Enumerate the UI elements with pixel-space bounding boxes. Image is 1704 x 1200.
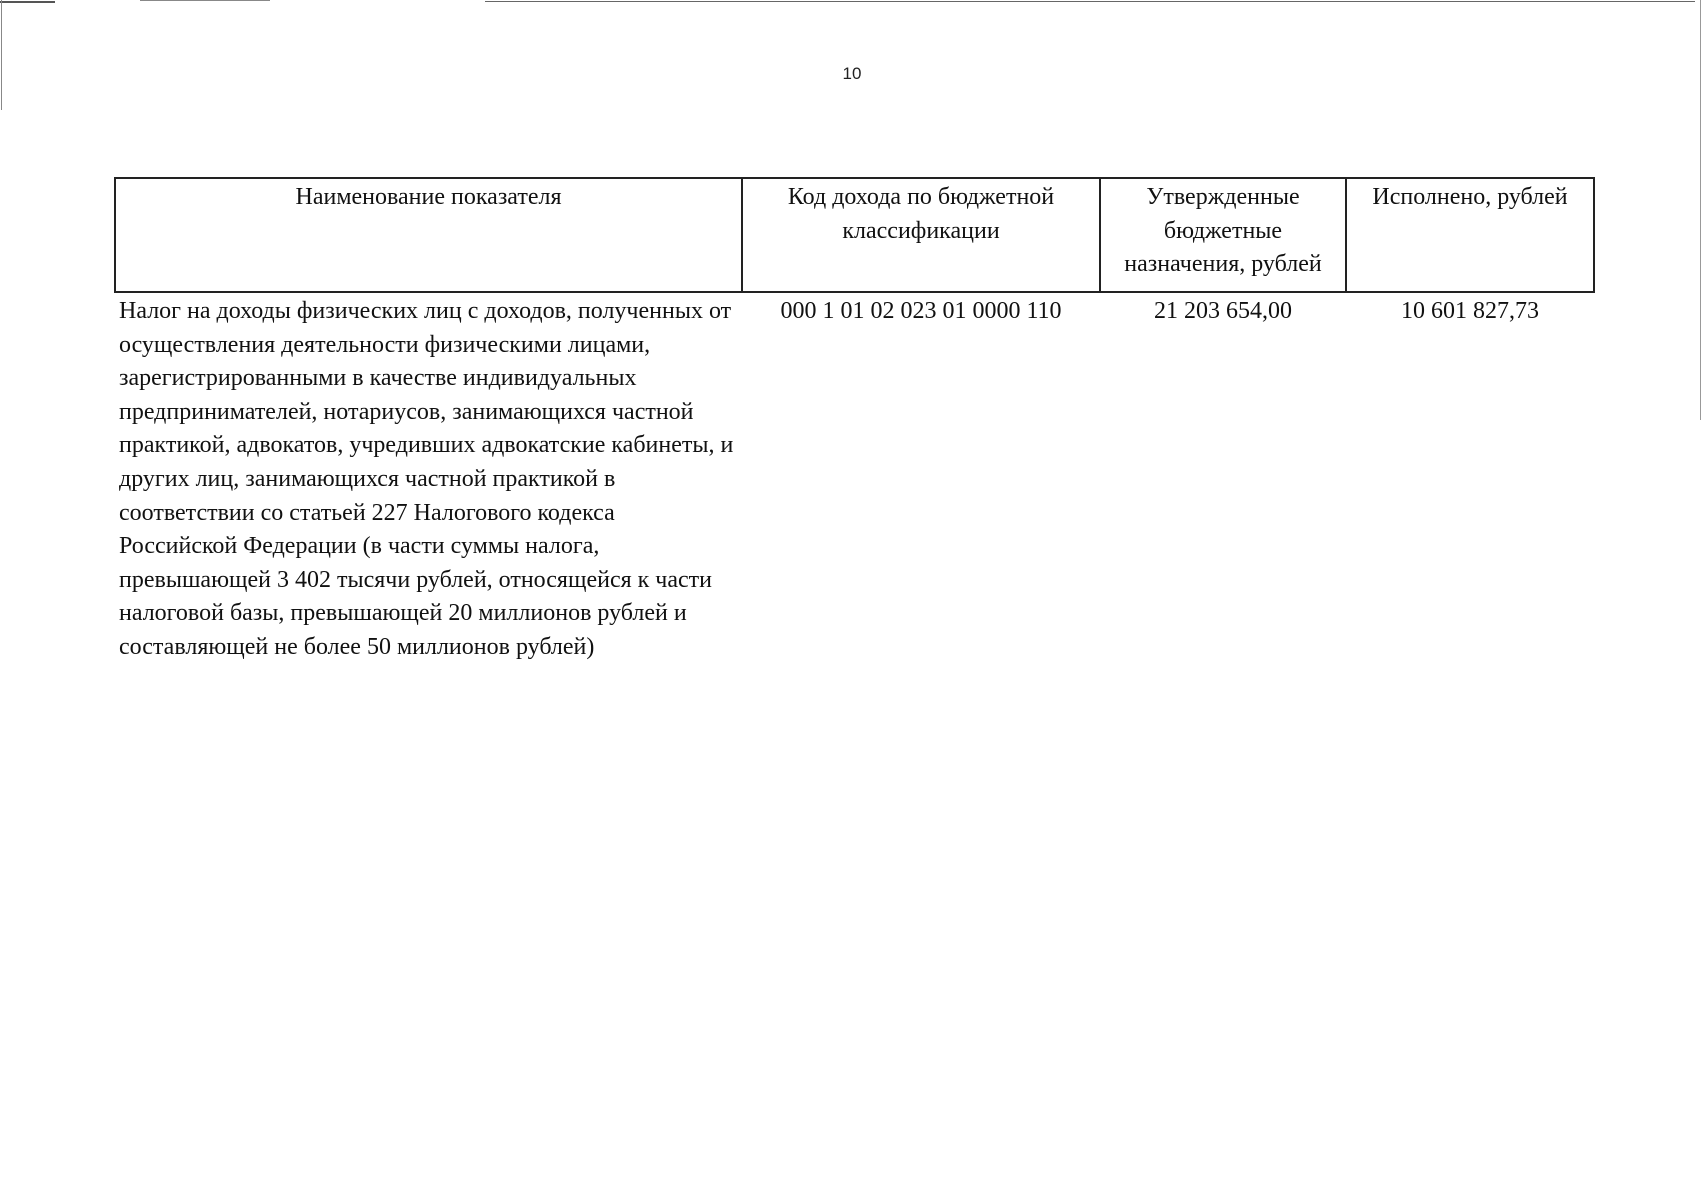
header-income-code: Код дохода по бюджетной классификации <box>742 178 1100 292</box>
approved-amount-cell: 21 203 654,00 <box>1154 298 1292 324</box>
income-code-cell: 000 1 01 02 023 01 0000 110 <box>780 298 1062 324</box>
header-executed: Исполнено, рублей <box>1346 178 1594 292</box>
scan-edge-line <box>485 1 1695 2</box>
page-number: 10 <box>842 64 862 83</box>
header-approved-budget: Утвержденные бюджетные назначения, рублей <box>1100 178 1346 292</box>
scan-edge-line <box>0 1 55 3</box>
scan-edge-line <box>1700 0 1701 420</box>
scan-edge-line <box>140 0 270 1</box>
table-row <box>115 292 1594 667</box>
scan-edge-line <box>1 0 2 110</box>
indicator-name-cell: Налог на доходы физических лиц с доходов, полученных от осуществления деятельности физическими лицами, зарегистрированными в качестве индивидуальных предпринимателей, нотариусов, занимающихся частной практикой, адвокатов, учредивших адвокатские кабинеты, и других лиц, занимающихся частной практикой в соответствии со статьей 227 Налогового кодекса Российской Федерации (в части суммы налога, превышающей 3 402 тысячи рублей, относящейся к части налоговой базы, превышающей 20 миллионов рублей и составляющей не более 50 миллионов рублей) <box>119 298 734 660</box>
revenue-table <box>114 177 1595 667</box>
executed-amount-cell: 10 601 827,73 <box>1401 298 1539 324</box>
header-indicator-name: Наименование показателя <box>115 178 742 292</box>
table-header-row <box>115 178 1594 292</box>
